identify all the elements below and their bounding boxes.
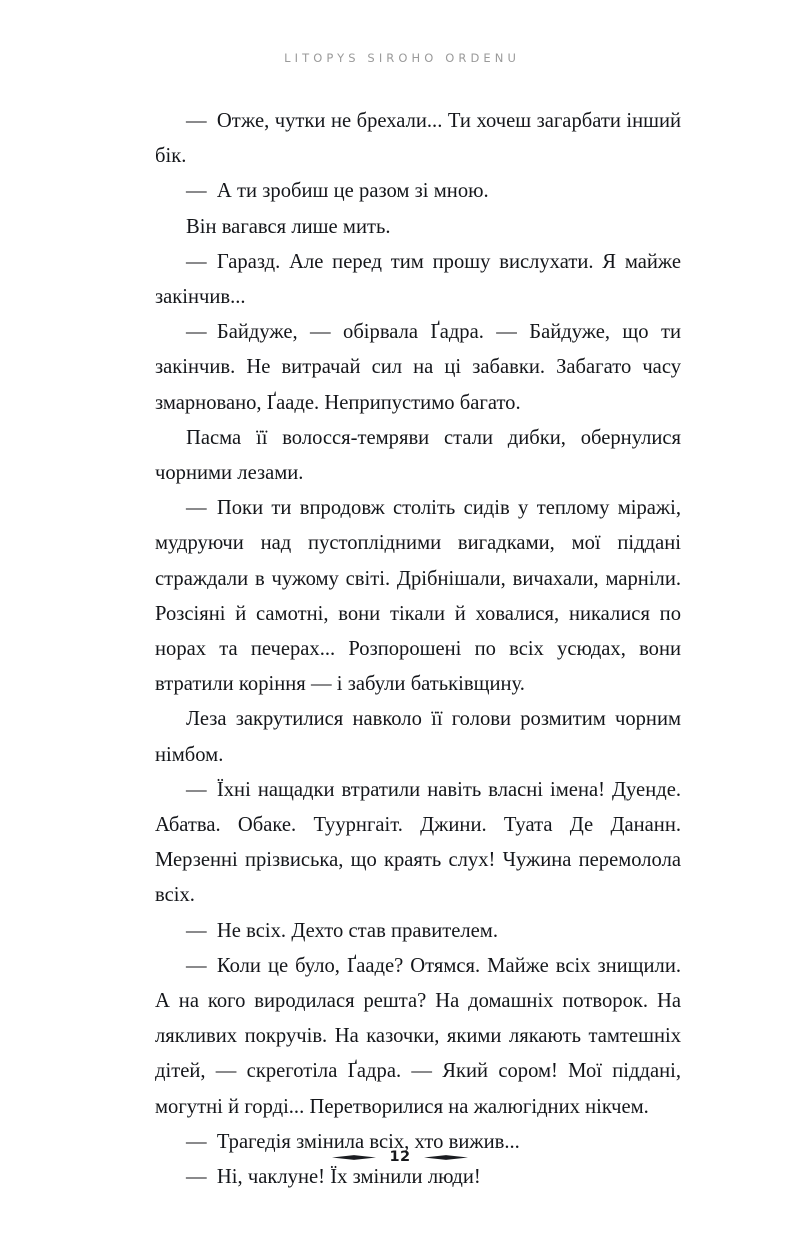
paragraph: — А ти зробиш це разом зі мною. [186, 180, 489, 203]
dialogue-dash: — Поки [186, 497, 264, 520]
paragraph: — Коли це було, Ґааде? Отямся. Майже всіх знищили. А на кого виродилася решта? На домашніх потворок. На лякливих покручів. На казочки, якими лякають тамтешніх дітей, — скреготіла Ґадра. — Який сором! Мої піддані, могутні й горді... Перетворилися на жалюгідних нікчем. [155, 954, 681, 1118]
paragraph: — Їхні нащадки втратили навіть власні імена! Дуенде. Абатва. Обаке. Туурнгаіт. Джини. Туата Де Дананн. Мерзенні прізвиська, що краять слух! Чужина перемолола всіх. [155, 778, 681, 907]
dialogue-dash: — Байдуже, [186, 321, 298, 344]
paragraph: — Байдуже, — обірвала Ґадра. — Байдуже, що ти закінчив. Не витрачай сил на ці забавки. Забагато часу змарновано, Ґааде. Неприпустимо багато. [155, 321, 681, 414]
paragraph: Він вагався лише мить. [186, 215, 391, 238]
paragraph: — Гаразд. Але перед тим прошу вислухати. Я майже закінчив... [155, 250, 681, 309]
dialogue-dash: — Не [186, 919, 241, 942]
dialogue-dash: — Ні, [186, 1166, 243, 1189]
dialogue-dash: — Їхні [186, 778, 251, 801]
ornament-rule-left [332, 1153, 376, 1162]
dialogue-dash: — Отже, [186, 110, 270, 132]
paragraph: Пасма її волосся-темряви стали дибки, обернулися чорними лезами. [155, 426, 681, 485]
paragraph: — Отже, чутки не брехали... Ти хочеш загарбати інший бік. [155, 110, 681, 168]
ornament-rule-right [424, 1153, 468, 1162]
dialogue-dash: — Гаразд. [186, 250, 281, 273]
paragraph: — Трагедія змінила всіх, хто вижив... [186, 1130, 520, 1153]
paragraph: — Поки ти впродовж століть сидів у теплому міражі, мудруючи над пустоплідними вигадками, мої піддані страждали в чужому світі. Дрібнішали, вичахали, марніли. Розсіяні й самотні, вони тікали й ховалися, никалися по норах та печерах... Розпорошені по всіх усюдах, вони втратили коріння — і забули батьківщину. [155, 497, 681, 696]
dialogue-dash: — Коли [186, 954, 261, 977]
paragraph: — Ні, чаклуне! Їх змінили люди! [186, 1166, 481, 1189]
running-head: LITOPYS SIROHO ORDENU [284, 51, 520, 65]
body-text [155, 104, 681, 1195]
dialogue-dash: — Трагедія [186, 1130, 291, 1153]
paragraph: Леза закрутилися навколо її голови розмитим чорним німбом. [155, 708, 681, 766]
paragraph: — Не всіх. Дехто став правителем. [186, 919, 498, 942]
dialogue-dash: — А [186, 180, 232, 203]
page-number: 12 [389, 1149, 411, 1165]
page-footer [0, 1148, 800, 1166]
